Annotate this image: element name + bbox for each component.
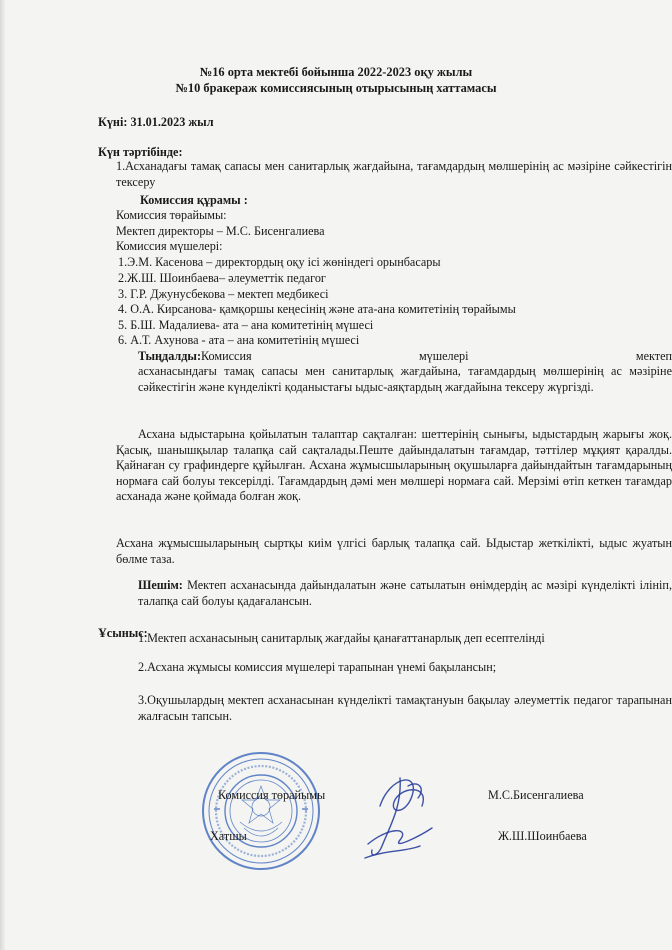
sign-secretary-label: Хатшы bbox=[210, 829, 247, 843]
sign-chair-name: М.С.Бисенгалиева bbox=[488, 788, 584, 802]
heard-first-line bbox=[138, 349, 672, 364]
agenda-item-1: 1.Асханадағы тамақ сапасы мен санитарлық жағдайына, тағамдардың мөлшерінің ас мәзіріне сәйкестігін тексеру bbox=[116, 159, 672, 189]
member-item: 4. О.А. Кирсанова- қамқоршы кеңесінің және ата-ана комитетінің төрайымы bbox=[118, 302, 516, 316]
agenda-heading: Күн тәртібінде: bbox=[98, 145, 183, 159]
member-item: 3. Г.Р. Джунусбекова – мектеп медбикесі bbox=[118, 287, 329, 301]
heard-word-2: мүшелері bbox=[418, 349, 469, 363]
member-item: 1.Э.М. Касенова – директордың оқу ісі жөніндегі орынбасары bbox=[118, 255, 441, 269]
proposal-item: 3.Оқушылардың мектеп асханасынан күнделікті тамақтануын бақылау әлеуметтік педагог тарапынан жалғасын тапсын. bbox=[138, 693, 672, 723]
members-label: Комиссия мүшелері: bbox=[116, 239, 223, 253]
chair-label: Комиссия төрайымы: bbox=[116, 208, 227, 222]
page-edge-shadow bbox=[0, 0, 6, 950]
decision-block bbox=[138, 578, 672, 609]
heard-word-1: Комиссия bbox=[201, 349, 252, 363]
body-paragraph: Асхана ыдыстарына қойылатын талаптар сақталған: шеттерінің сынығы, ыдыстардың жарығы жоқ. Қасық, шанышқылар талапқа сай сақталады.Пеште дайындалатын тағамдар, тәттілер мұқият қаралды. Қайнаған су графиндерге құйылған. Асхана жұмысшыларының оқушыларға дайындайтын тағамдарының нормаға сай болуы тексерілді. Тағамдардың дәмі мен мөлшері нормаға сай. Мерзімі өтіп кеткен тағамдар асханада және қоймада болған жоқ. bbox=[116, 427, 672, 504]
official-stamp bbox=[200, 750, 322, 872]
heard-text: асханасындағы тамақ сапасы мен санитарлық жағдайына, тағамдардың мөлшерінің ас мәзіріне сәйкестігін және күнделікті қоданыстағы ыдыс-аяқтардың жағдайына тексеру жүргізді. bbox=[138, 364, 672, 394]
chair-value: Мектеп директоры – М.С. Бисенгалиева bbox=[116, 224, 325, 238]
proposal-item: 2.Асхана жұмысы комиссия мүшелері тарапынан үнемі бақылансын; bbox=[138, 660, 497, 674]
sign-secretary-name: Ж.Ш.Шоинбаева bbox=[498, 829, 587, 843]
heard-label: Тыңдалды: bbox=[138, 349, 202, 363]
proposals-heading: Ұсыныс: bbox=[98, 626, 148, 640]
document-title-line-1: №16 орта мектебі бойынша 2022-2023 оқу жылы bbox=[199, 65, 473, 79]
heard-word-3: мектеп bbox=[635, 349, 672, 363]
member-item: 5. Б.Ш. Мадалиева- ата – ана комитетінің мүшесі bbox=[118, 318, 374, 332]
decision-text: Мектеп асханасында дайындалатын және сатылатын өнімдердің ас мәзірі күнделікті ілініп, талапқа сай болуы қадағалансын. bbox=[138, 578, 672, 608]
decision-label: Шешім: bbox=[138, 578, 183, 592]
member-item: 6. А.Т. Ахунова - ата – ана комитетінің мүшесі bbox=[118, 333, 360, 347]
proposal-item: 1.Мектеп асханасының санитарлық жағдайы қанағаттанарлық деп есептелінді bbox=[138, 631, 545, 645]
member-item: 2.Ж.Ш. Шоинбаева– әлеуметтік педагог bbox=[118, 271, 326, 285]
body-paragraph-2: Асхана жұмысшыларының сыртқы киім үлгісі барлық талапқа сай. Ыдыстар жеткілікті, ыдыс жуатын бөлме таза. bbox=[116, 536, 672, 566]
date-line: Күні: 31.01.2023 жыл bbox=[98, 115, 214, 129]
handwritten-signature bbox=[360, 766, 455, 866]
commission-heading: Комиссия құрамы : bbox=[140, 193, 248, 207]
sign-chair-label: Комиссия төрайымы bbox=[218, 788, 326, 802]
document-title-line-2: №10 бракераж комиссиясының отырысының хаттамасы bbox=[175, 81, 497, 95]
